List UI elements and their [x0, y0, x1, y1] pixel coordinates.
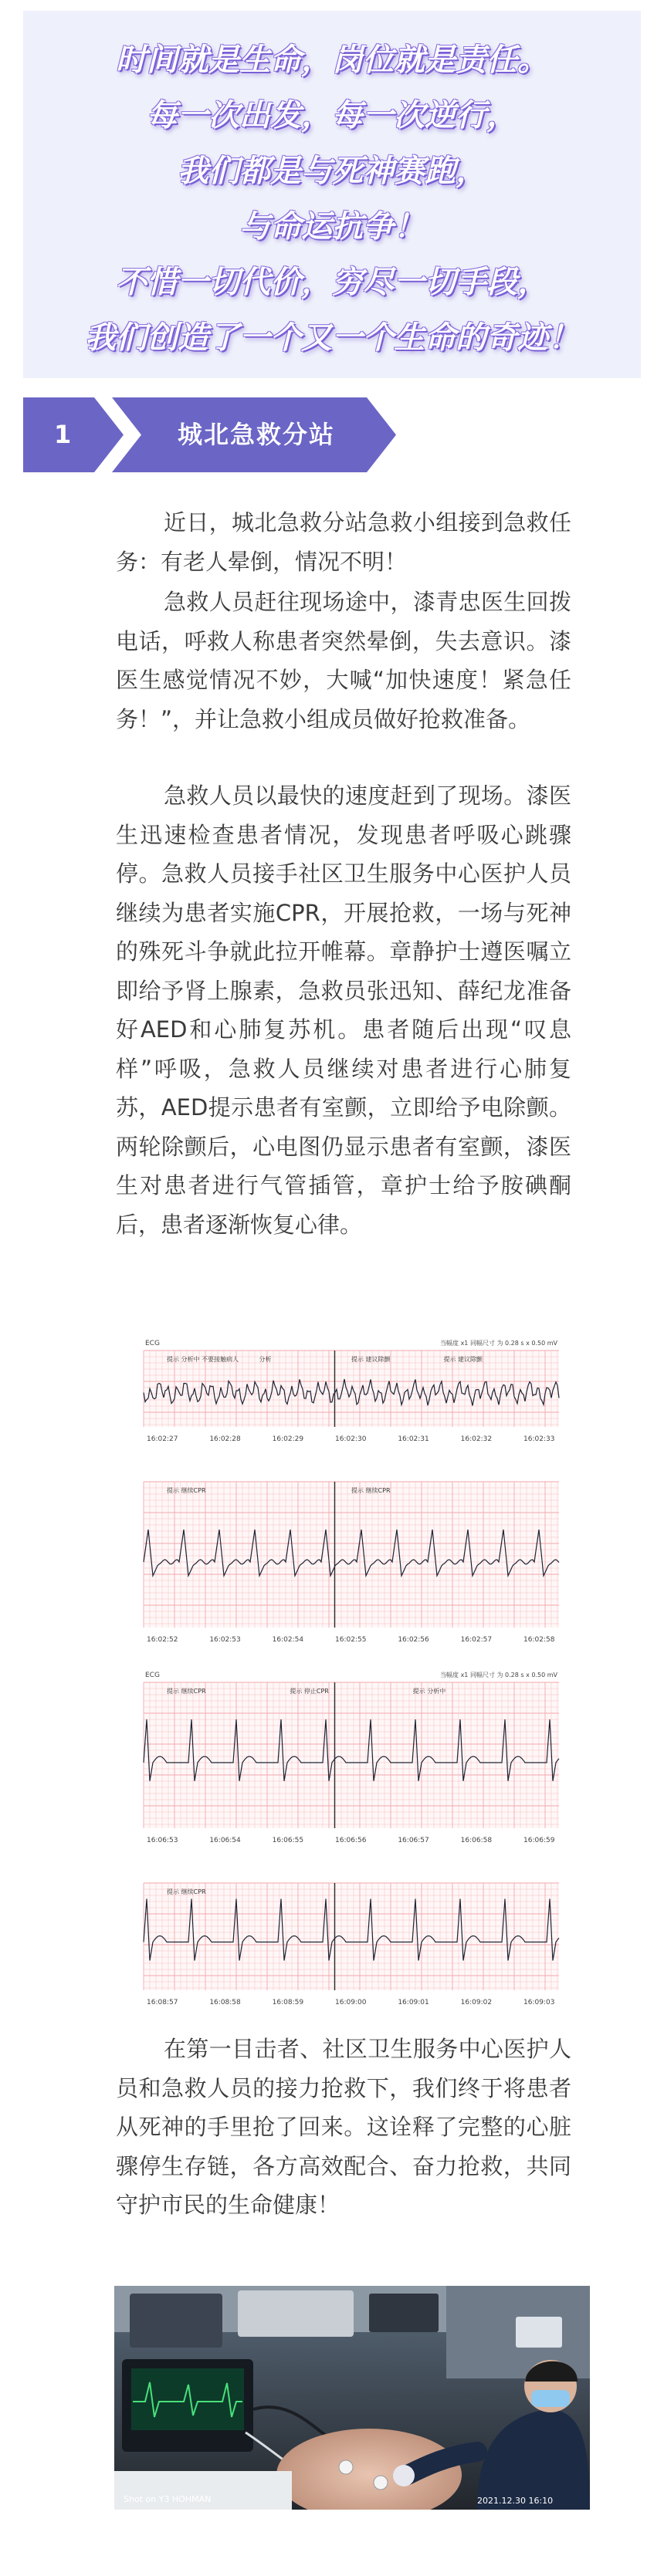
ecg-time-label: 16:08:57 [147, 1999, 178, 2006]
ecg-time-label: 16:06:56 [335, 1837, 367, 1844]
ecg-header-right: 当幅度 x1 同幅尺寸 为 0.28 s x 0.50 mV [440, 1340, 557, 1347]
ecg-time-label: 16:02:56 [398, 1636, 429, 1644]
motto-line: 与命运抗争！ [239, 209, 425, 245]
ecg-header-left: ECG [145, 1672, 160, 1679]
ecg-strip-chart [139, 1335, 564, 1447]
ecg-time-label: 16:02:52 [147, 1636, 178, 1644]
ecg-time-label: 16:02:33 [523, 1435, 555, 1443]
motto-line: 时间就是生命，岗位就是责任。 [116, 42, 548, 78]
motto-line: 我们创造了一个又一个生命的奇迹！ [85, 320, 579, 356]
ecg-time-label: 16:06:55 [272, 1837, 304, 1844]
ecg-time-label: 16:08:58 [209, 1999, 241, 2006]
rescue-scene-photo [114, 2286, 590, 2510]
paragraph-3: 急救人员以最快的速度赶到了现场。漆医生迅速检查患者情况，发现患者呼吸心跳骤停。急救人员接手社区卫生服务中心医护人员继续为患者实施CPR，开展抢救，一场与死神的殊死斗争就此拉开帷幕。章静护士遵医嘱立即给予肾上腺素，急救员张迅知、薛纪龙准备好AED和心肺复苏机。患者随后出现“叹息样”呼吸，急救人员继续对患者进行心肺复苏，AED提示患者有室颤，立即给予电除颤。两轮除颤后，心电图仍显示患者有室颤，漆医生对患者进行气管插管，章护士给予胺碘酮后，患者逐渐恢复心律。 [116, 783, 571, 1238]
ecg-grid-bg [144, 1682, 559, 1828]
ecg-time-label: 16:02:55 [335, 1636, 367, 1644]
ecg-time-label: 16:02:31 [398, 1435, 429, 1443]
ecg-time-label: 16:09:03 [523, 1999, 555, 2006]
ecg-event-note: 提示 建议除颤 [443, 1356, 483, 1363]
ecg-time-label: 16:09:02 [460, 1999, 493, 2006]
ecg-time-label: 16:06:58 [460, 1837, 493, 1844]
ecg-time-label: 16:02:29 [272, 1435, 304, 1443]
ecg-event-note: 提示 建议除颤 [351, 1356, 391, 1363]
paragraph-1: 近日，城北急救分站急救小组接到急救任务：有老人晕倒，情况不明！ [116, 509, 571, 575]
ecg-time-label: 16:02:28 [209, 1435, 241, 1443]
ecg-time-label: 16:09:01 [398, 1999, 429, 2006]
motto-line: 我们都是与死神赛跑， [178, 154, 486, 189]
ecg-strip [139, 1466, 564, 1648]
ecg-strip-chart [139, 1466, 564, 1648]
ecg-event-note: 提示 分析中 不要接触病人 [167, 1356, 239, 1363]
ecg-event-note: 提示 继续CPR [167, 1888, 206, 1895]
paragraph-4: 在第一目击者、社区卫生服务中心医护人员和急救人员的接力抢救下，我们终于将患者从死神的手里抢了回来。这诠释了完整的心脏骤停生存链，各方高效配合、奋力抢救，共同守护市民的生命健康！ [116, 2036, 571, 2218]
motto-banner [23, 11, 641, 378]
motto-line: 不惜一切代价，穷尽一切手段， [116, 265, 548, 300]
photo-caption-right: 2021.12.30 16:10 [477, 2496, 554, 2506]
ecg-event-note: 提示 分析中 [412, 1688, 446, 1695]
section-number: 1 [54, 420, 72, 449]
ecg-time-label: 16:06:54 [209, 1837, 241, 1844]
ecg-grid-bg [144, 1482, 559, 1628]
ecg-time-label: 16:06:53 [147, 1837, 178, 1844]
section-title: 城北急救分站 [178, 420, 336, 449]
motto-line: 每一次出发，每一次逆行， [147, 98, 517, 134]
ecg-header-right: 当幅度 x1 同幅尺寸 为 0.28 s x 0.50 mV [440, 1672, 557, 1678]
ecg-header-left: ECG [145, 1340, 160, 1347]
section-header [23, 397, 641, 472]
ecg-time-label: 16:06:57 [398, 1837, 429, 1844]
ecg-time-label: 16:02:58 [523, 1636, 555, 1644]
ecg-event-note: 分析 [259, 1356, 272, 1363]
ecg-strip [139, 1667, 564, 1848]
ecg-event-note: 提示 继续CPR [167, 1688, 206, 1695]
ecg-event-note: 提示 继续CPR [351, 1487, 391, 1494]
ecg-time-label: 16:02:54 [272, 1636, 304, 1644]
paragraph-2: 急救人员赶往现场途中，漆青忠医生回拨电话，呼救人称患者突然晕倒，失去意识。漆医生感觉情况不妙，大喊“加快速度！紧急任务！”，并让急救小组成员做好抢救准备。 [116, 589, 571, 732]
rescue-scene-illustration [114, 2286, 590, 2510]
ecg-event-note: 提示 停止CPR [290, 1688, 329, 1695]
ecg-time-label: 16:02:57 [460, 1636, 493, 1644]
ecg-time-label: 16:08:59 [272, 1999, 304, 2006]
ecg-time-label: 16:09:00 [335, 1999, 367, 2006]
ecg-strip [139, 1335, 564, 1447]
ecg-time-label: 16:02:32 [460, 1435, 493, 1443]
ecg-event-note: 提示 继续CPR [167, 1487, 206, 1494]
ecg-time-label: 16:06:59 [523, 1837, 555, 1844]
section-number-arrow-shape [23, 397, 124, 472]
ecg-strip [139, 1868, 564, 2010]
ecg-time-label: 16:02:27 [147, 1435, 178, 1443]
photo-caption-left: Shot on Y3 HOHMAN [124, 2494, 212, 2504]
ecg-strip-chart [139, 1868, 564, 2010]
ecg-time-label: 16:02:30 [335, 1435, 367, 1443]
ecg-time-label: 16:02:53 [209, 1636, 241, 1644]
ecg-strip-chart [139, 1667, 564, 1848]
